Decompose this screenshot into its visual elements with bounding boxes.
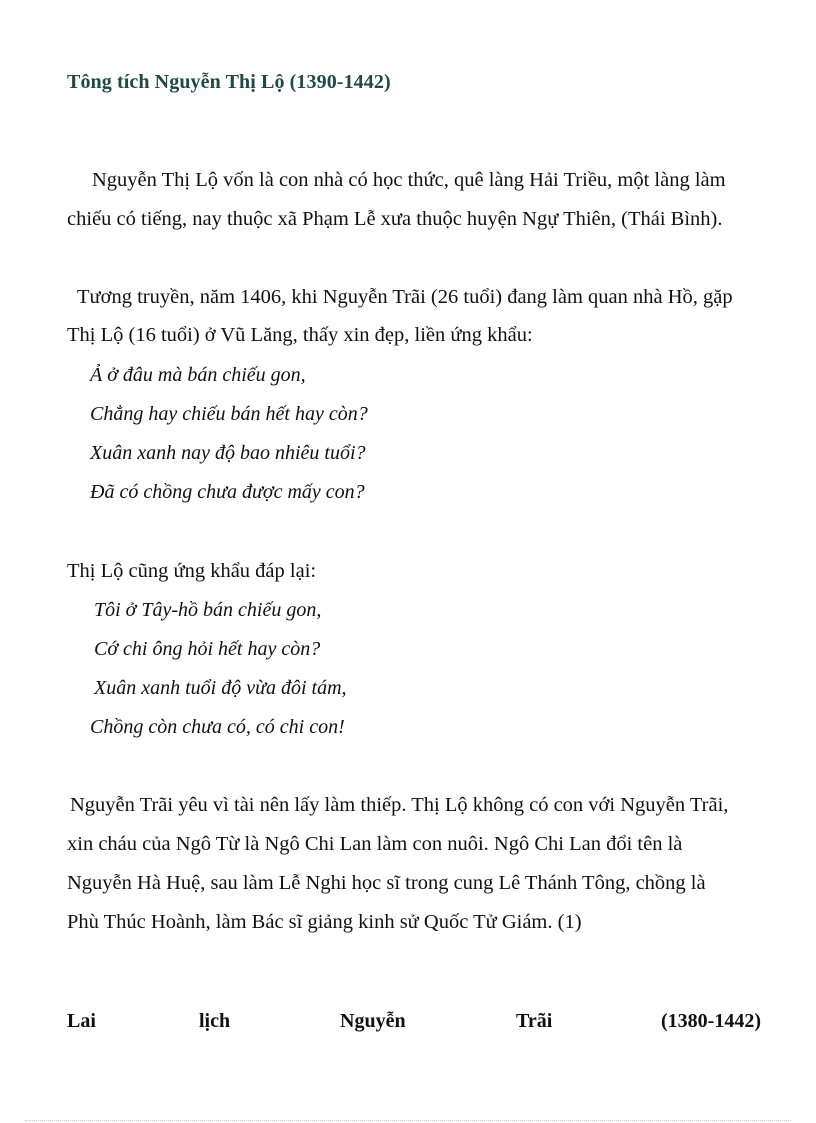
section-heading-word-2: lịch (199, 1010, 231, 1032)
document-title: Tông tích Nguyễn Thị Lộ (1390-1442) (67, 71, 391, 93)
paragraph-3-line-4: Phù Thúc Hoành, làm Bác sĩ giảng kinh sử Quốc Tử Giám. (1) (67, 911, 582, 933)
section-heading-word-3: Nguyễn (340, 1010, 406, 1032)
section-heading-word-1: Lai (67, 1010, 96, 1032)
poem-1-line-2: Chẳng hay chiếu bán hết hay còn? (90, 403, 368, 425)
poem-2-line-3: Xuân xanh tuổi độ vừa đôi tám, (94, 677, 347, 699)
reply-intro: Thị Lộ cũng ứng khẩu đáp lại: (67, 560, 317, 582)
paragraph-3-line-2: xin cháu của Ngô Từ là Ngô Chi Lan làm con nuôi. Ngô Chi Lan đổi tên là (67, 833, 683, 855)
poem-2-line-2: Cớ chi ông hỏi hết hay còn? (94, 638, 321, 660)
paragraph-2-line-2: Thị Lộ (16 tuổi) ở Vũ Lăng, thấy xin đẹp, liền ứng khẩu: (67, 324, 533, 346)
poem-2-line-4: Chồng còn chưa có, có chi con! (90, 716, 345, 738)
page-bottom-rule (25, 1120, 791, 1121)
paragraph-2-line-1: Tương truyền, năm 1406, khi Nguyễn Trãi (26 tuổi) đang làm quan nhà Hồ, gặp (77, 286, 733, 308)
paragraph-3-line-3: Nguyễn Hà Huệ, sau làm Lễ Nghi học sĩ trong cung Lê Thánh Tông, chồng là (67, 872, 706, 894)
poem-1-line-4: Đã có chồng chưa được mấy con? (90, 481, 365, 503)
section-heading-word-4: Trãi (516, 1010, 553, 1032)
paragraph-1-line-2: chiếu có tiếng, nay thuộc xã Phạm Lễ xưa thuộc huyện Ngự Thiên, (Thái Bình). (67, 208, 723, 230)
poem-1-line-1: Ả ở đâu mà bán chiếu gon, (90, 364, 306, 386)
paragraph-3-line-1: Nguyễn Trãi yêu vì tài nên lấy làm thiếp. Thị Lộ không có con với Nguyễn Trãi, (70, 794, 729, 816)
section-heading-word-5: (1380-1442) (661, 1010, 761, 1032)
poem-2-line-1: Tôi ở Tây-hồ bán chiếu gon, (94, 599, 322, 621)
poem-1-line-3: Xuân xanh nay độ bao nhiêu tuổi? (90, 442, 366, 464)
paragraph-1-line-1: Nguyễn Thị Lộ vốn là con nhà có học thức, quê làng Hải Triều, một làng làm (92, 169, 726, 191)
